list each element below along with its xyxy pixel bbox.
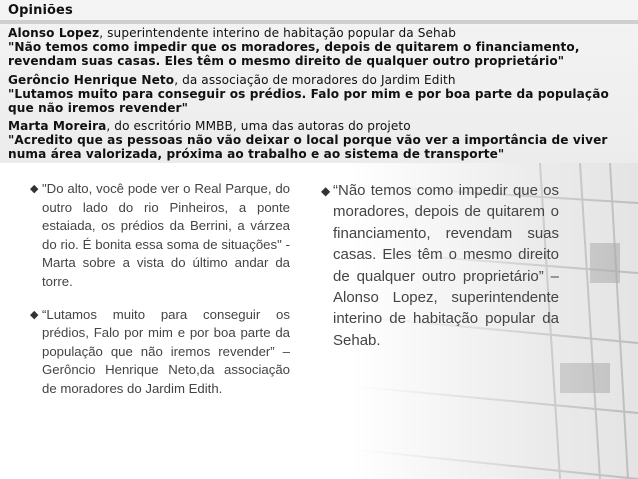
speaker-role: , superintendente interino de habitação popular da Sehab bbox=[99, 26, 457, 40]
clipping-quote-line: "Não temos como impedir que os moradores, depois de quitarem o financiamento, bbox=[8, 40, 580, 54]
diamond-bullet-icon: ◆ bbox=[30, 183, 39, 195]
diamond-bullet-icon: ◆ bbox=[321, 184, 331, 198]
speaker-name: Alonso Lopez bbox=[8, 26, 100, 40]
clipping-quote-line: numa área valorizada, próxima ao trabalho e ao sistema de transporte" bbox=[8, 147, 505, 161]
bullet-item bbox=[30, 306, 290, 399]
clipping-quote-line: que não iremos revender" bbox=[8, 101, 188, 115]
diamond-bullet-icon: ◆ bbox=[30, 308, 39, 321]
clipping-quote-line: revendam suas casas. Eles têm o mesmo direito de qualquer outro proprietário" bbox=[8, 54, 565, 68]
speaker-name: Marta Moreira bbox=[8, 119, 107, 133]
clipping-title: Opiniões bbox=[8, 3, 73, 18]
clipping-divider bbox=[0, 20, 638, 24]
bullet-text: "Do alto, você pode ver o Real Parque, do outro lado do rio Pinheiros, a ponte estaiada, os prédios da Berrini, a várzea do rio. É bonita essa soma de situações" - Marta sobre a vista do último andar da torre. bbox=[42, 181, 290, 289]
bullet-text: “Lutamos muito para conseguir os prédios, Falo por mim e por boa parte da população que não iremos revender” – Gerôncio Henrique Neto,da associação de moradores do Jardim Edith. bbox=[42, 306, 290, 396]
speaker-name: Gerôncio Henrique Neto bbox=[8, 73, 175, 87]
right-text-column bbox=[321, 180, 559, 365]
bullet-item bbox=[30, 180, 290, 292]
clipping-quote-line: "Acredito que as pessoas não vão deixar o local porque vão ver a importância de viver bbox=[8, 133, 608, 147]
bullet-text: “Não temos como impedir que os moradores, depois de quitarem o financiamento, revendam suas casas. Eles têm o mesmo direito de qualquer outro proprietário” – Alonso Lopez, superintendente interino de habitação popular da Sehab. bbox=[333, 182, 559, 349]
left-text-column bbox=[30, 180, 290, 413]
speaker-role: , da associação de moradores do Jardim Edith bbox=[174, 73, 456, 87]
clipping-attribution-1 bbox=[8, 26, 456, 40]
clipping-attribution-3 bbox=[8, 119, 411, 133]
bullet-item bbox=[321, 180, 559, 351]
speaker-role: , do escritório MMBB, uma das autoras do projeto bbox=[106, 119, 411, 133]
newspaper-clipping bbox=[0, 0, 638, 163]
clipping-quote-line: "Lutamos muito para conseguir os prédios. Falo por mim e por boa parte da população bbox=[8, 87, 609, 101]
clipping-attribution-2 bbox=[8, 73, 456, 87]
